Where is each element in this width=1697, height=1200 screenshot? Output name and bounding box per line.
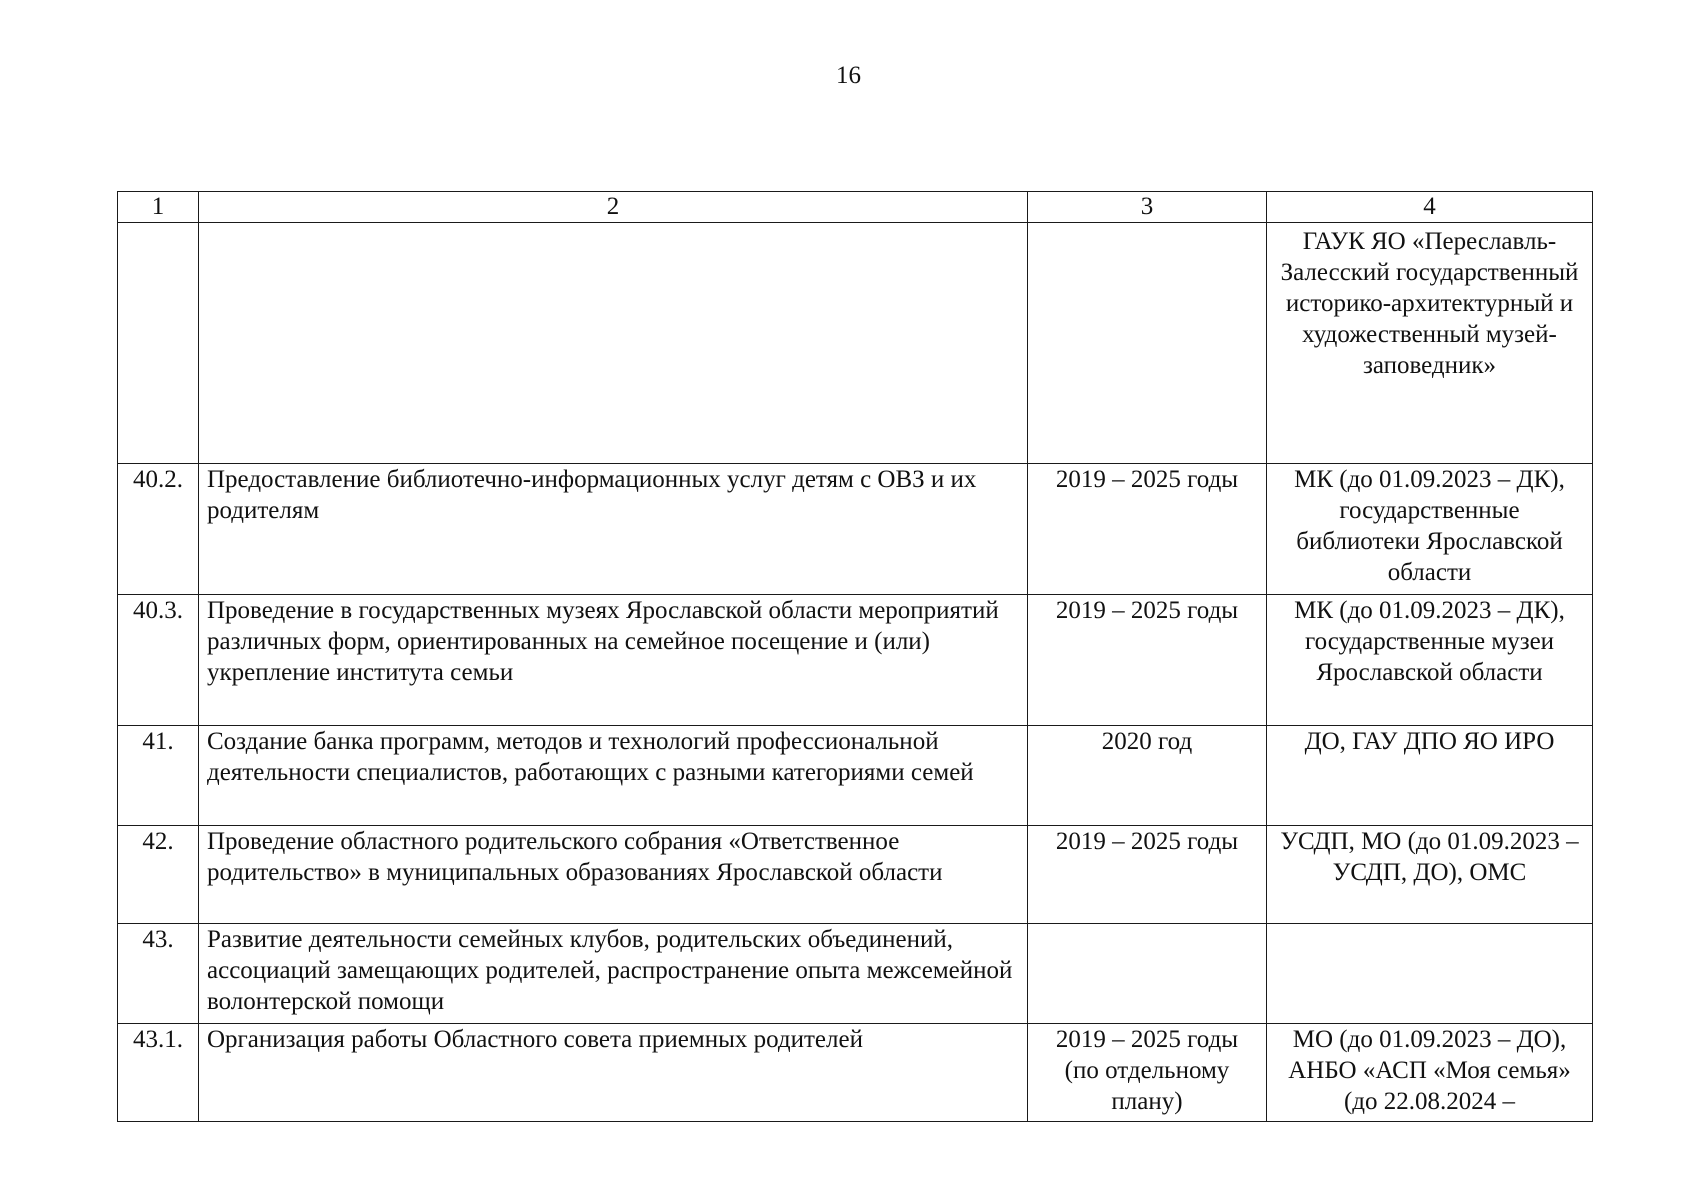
item-responsible: МО (до 01.09.2023 – ДО), АНБО «АСП «Моя семья» (до 22.08.2024 – xyxy=(1267,1024,1593,1122)
item-period: 2020 год xyxy=(1028,726,1267,826)
column-header-3: 3 xyxy=(1028,192,1267,223)
table-row xyxy=(118,826,1593,924)
item-number: 40.3. xyxy=(118,595,199,726)
item-period: 2019 – 2025 годы (по отдельному плану) xyxy=(1028,1024,1267,1122)
item-responsible: МК (до 01.09.2023 – ДК), государственные библиотеки Ярославской области xyxy=(1267,464,1593,595)
item-responsible: УСДП, МО (до 01.09.2023 – УСДП, ДО), ОМС xyxy=(1267,826,1593,924)
item-number: 41. xyxy=(118,726,199,826)
item-description: Проведение областного родительского собрания «Ответственное родительство» в муниципальных образованиях Ярославской области xyxy=(199,826,1028,924)
table-row xyxy=(118,464,1593,595)
item-number xyxy=(118,223,199,464)
table-row xyxy=(118,595,1593,726)
item-description: Предоставление библиотечно-информационных услуг детям с ОВЗ и их родителям xyxy=(199,464,1028,595)
item-number: 40.2. xyxy=(118,464,199,595)
item-responsible: ДО, ГАУ ДПО ЯО ИРО xyxy=(1267,726,1593,826)
table-row xyxy=(118,924,1593,1024)
table-body xyxy=(118,223,1593,1122)
column-header-4: 4 xyxy=(1267,192,1593,223)
column-header-1: 1 xyxy=(118,192,199,223)
item-period: 2019 – 2025 годы xyxy=(1028,595,1267,726)
page-number: 16 xyxy=(836,62,861,89)
header-row xyxy=(118,192,1593,223)
item-description: Организация работы Областного совета приемных родителей xyxy=(199,1024,1028,1122)
item-period xyxy=(1028,924,1267,1024)
item-description: Создание банка программ, методов и технологий профессиональной деятельности специалистов, работающих с разными категориями семей xyxy=(199,726,1028,826)
item-description: Развитие деятельности семейных клубов, родительских объединений, ассоциаций замещающих родителей, распространение опыта межсемейной волонтерской помощи xyxy=(199,924,1028,1024)
item-responsible: ГАУК ЯО «Переславль-Залесский государственный историко-архитектурный и художественный музей-заповедник» xyxy=(1267,223,1593,464)
action-plan-table xyxy=(117,191,1593,1122)
item-responsible xyxy=(1267,924,1593,1024)
table-row xyxy=(118,1024,1593,1122)
item-description: Проведение в государственных музеях Ярославской области мероприятий различных форм, ориентированных на семейное посещение и (или) укрепление института семьи xyxy=(199,595,1028,726)
table-row xyxy=(118,726,1593,826)
item-period: 2019 – 2025 годы xyxy=(1028,826,1267,924)
item-description xyxy=(199,223,1028,464)
item-number: 43. xyxy=(118,924,199,1024)
item-number: 42. xyxy=(118,826,199,924)
item-responsible: МК (до 01.09.2023 – ДК), государственные музеи Ярославской области xyxy=(1267,595,1593,726)
item-number: 43.1. xyxy=(118,1024,199,1122)
item-period: 2019 – 2025 годы xyxy=(1028,464,1267,595)
column-header-2: 2 xyxy=(199,192,1028,223)
item-period xyxy=(1028,223,1267,464)
table-header xyxy=(118,192,1593,223)
table-row xyxy=(118,223,1593,464)
